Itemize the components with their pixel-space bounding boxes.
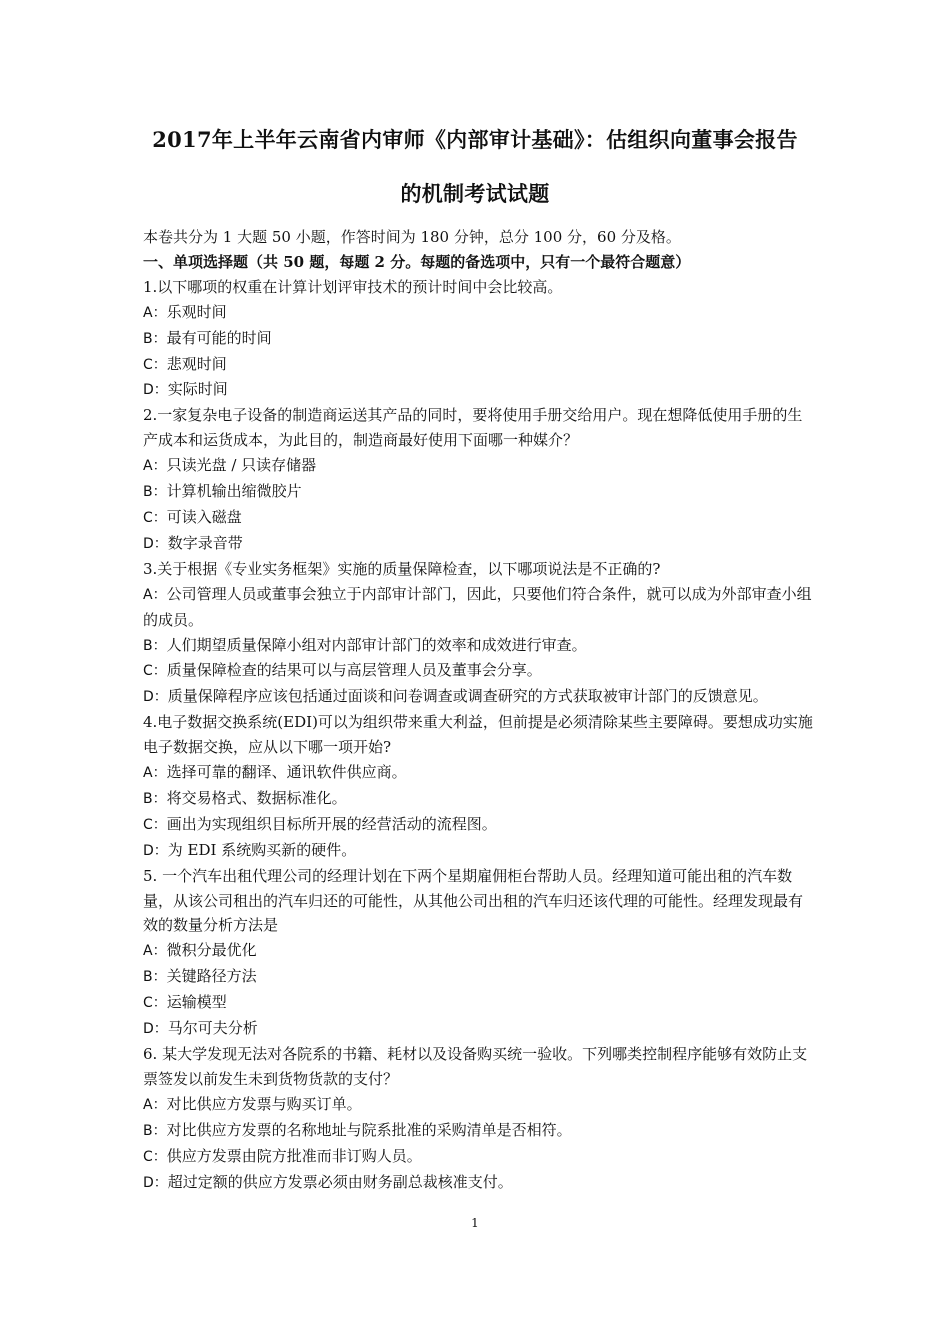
question-6 <box>143 1042 815 1195</box>
option-text: 选择可靠的翻译、通讯软件供应商。 <box>166 763 407 782</box>
option-d <box>143 838 815 864</box>
question-stem: 2.一家复杂电子设备的制造商运送其产品的同时，要将使用手册交给用户。现在想降低使用手册的生产成本和运货成本，为此目的，制造商最好使用下面哪一种媒介？ <box>143 406 803 450</box>
document-body <box>143 225 815 1195</box>
option-d <box>143 1170 815 1196</box>
option-text: 悲观时间 <box>166 354 227 373</box>
option-letter: A： <box>143 943 167 960</box>
option-d <box>143 531 815 557</box>
option-text: 只读光盘 / 只读存储器 <box>166 456 317 475</box>
option-text: 人们期望质量保障小组对内部审计部门的效率和成效进行审查。 <box>166 635 587 654</box>
option-b <box>143 786 815 812</box>
option-text: 数字录音带 <box>167 533 243 552</box>
option-a <box>143 582 815 633</box>
option-letter: A： <box>143 304 167 321</box>
option-c <box>143 352 815 378</box>
option-letter: D： <box>143 1174 168 1191</box>
question-stem: 5. 一个汽车出租代理公司的经理计划在下两个星期雇佣柜台帮助人员。经理知道可能出租的汽车数量，从该公司租出的汽车归还的可能性，从其他公司出租的汽车归还该代理的可能性。经理发现最有效的数量分析方法是 <box>143 866 804 935</box>
option-text: 公司管理人员或董事会独立于内部审计部门，因此，只要他们符合条件，就可以成为外部审查小组的成员。 <box>143 584 812 629</box>
option-c <box>143 658 815 684</box>
option-a <box>143 1092 815 1118</box>
option-a <box>143 760 815 786</box>
option-text: 乐观时间 <box>166 302 227 321</box>
option-letter: B： <box>143 1122 167 1139</box>
option-text: 为 EDI 系统购买新的硬件。 <box>167 840 357 859</box>
question-stem: 3.关于根据《专业实务框架》实施的质量保障检查，以下哪项说法是不正确的? <box>143 559 661 578</box>
question-3 <box>143 557 815 710</box>
option-text: 微积分最优化 <box>166 941 257 960</box>
option-letter: B： <box>143 484 167 501</box>
option-text: 计算机输出缩微胶片 <box>166 482 302 501</box>
option-letter: B： <box>143 637 167 654</box>
option-b <box>143 479 815 505</box>
option-b <box>143 1118 815 1144</box>
option-letter: C： <box>143 1148 167 1165</box>
exam-intro: 本卷共分为 1 大题 50 小题，作答时间为 180 分钟，总分 100 分，60 分及格。 <box>143 228 681 246</box>
option-letter: D： <box>143 382 168 399</box>
option-letter: C： <box>143 356 167 373</box>
option-text: 超过定额的供应方发票必须由财务副总裁核准支付。 <box>167 1172 513 1191</box>
option-d <box>143 684 815 710</box>
option-text: 运输模型 <box>166 993 227 1012</box>
option-letter: D： <box>143 1021 168 1038</box>
question-stem: 1.以下哪项的权重在计算计划评审技术的预计时间中会比较高。 <box>143 277 563 296</box>
option-text: 质量保障检查的结果可以与高层管理人员及董事会分享。 <box>166 661 542 680</box>
option-text: 质量保障程序应该包括通过面谈和问卷调查或调查研究的方式获取被审计部门的反馈意见。 <box>167 687 768 706</box>
page-number: 1 <box>471 1216 479 1230</box>
option-text: 可读入磁盘 <box>166 507 242 526</box>
option-letter: C： <box>143 509 167 526</box>
option-text: 将交易格式、数据标准化。 <box>166 788 347 807</box>
option-letter: B： <box>143 330 167 347</box>
question-1 <box>143 275 815 404</box>
option-letter: D： <box>143 689 168 706</box>
option-letter: C： <box>143 816 167 833</box>
option-text: 关键路径方法 <box>166 967 257 986</box>
option-c <box>143 1144 815 1170</box>
question-4 <box>143 710 815 863</box>
question-2 <box>143 403 815 556</box>
option-letter: B： <box>143 790 167 807</box>
option-d <box>143 377 815 403</box>
option-letter: A： <box>143 765 167 782</box>
option-text: 画出为实现组织目标所开展的经营活动的流程图。 <box>166 814 497 833</box>
option-c <box>143 812 815 838</box>
option-a <box>143 453 815 479</box>
option-b <box>143 326 815 352</box>
option-text: 最有可能的时间 <box>166 328 272 347</box>
option-text: 对比供应方发票的名称地址与院系批准的采购清单是否相符。 <box>166 1120 572 1139</box>
option-b <box>143 964 815 990</box>
option-b <box>143 633 815 659</box>
option-letter: D： <box>143 535 168 552</box>
question-5 <box>143 864 815 1042</box>
option-a <box>143 300 815 326</box>
option-letter: A： <box>143 458 167 475</box>
option-text: 实际时间 <box>167 380 228 399</box>
option-d <box>143 1016 815 1042</box>
question-stem: 6. 某大学发现无法对各院系的书籍、耗材以及设备购买统一验收。下列哪类控制程序能够有效防止支票签发以前发生未到货物货款的支付？ <box>143 1045 808 1088</box>
option-letter: B： <box>143 969 167 986</box>
option-a <box>143 938 815 964</box>
question-stem: 4.电子数据交换系统(EDI)可以为组织带来重大利益，但前提是必须清除某些主要障碍。要想成功实施电子数据交换，应从以下哪一项开始? <box>143 713 813 757</box>
option-c <box>143 505 815 531</box>
option-letter: C： <box>143 663 167 680</box>
option-text: 马尔可夫分析 <box>167 1019 258 1038</box>
option-text: 供应方发票由院方批准而非订购人员。 <box>166 1146 422 1165</box>
option-letter: A： <box>143 586 167 603</box>
option-letter: D： <box>143 842 168 859</box>
document-title-line-1: 2017年上半年云南省内审师《内部审计基础》：估组织向董事会报告 <box>152 127 798 152</box>
option-c <box>143 990 815 1016</box>
document-title-line-2: 的机制考试试题 <box>400 181 550 206</box>
option-text: 对比供应方发票与购买订单。 <box>166 1094 362 1113</box>
option-letter: A： <box>143 1096 167 1113</box>
option-letter: C： <box>143 995 167 1012</box>
section-heading: 一、单项选择题（共 50 题，每题 2 分。每题的备选项中，只有一个最符合题意） <box>143 252 691 271</box>
